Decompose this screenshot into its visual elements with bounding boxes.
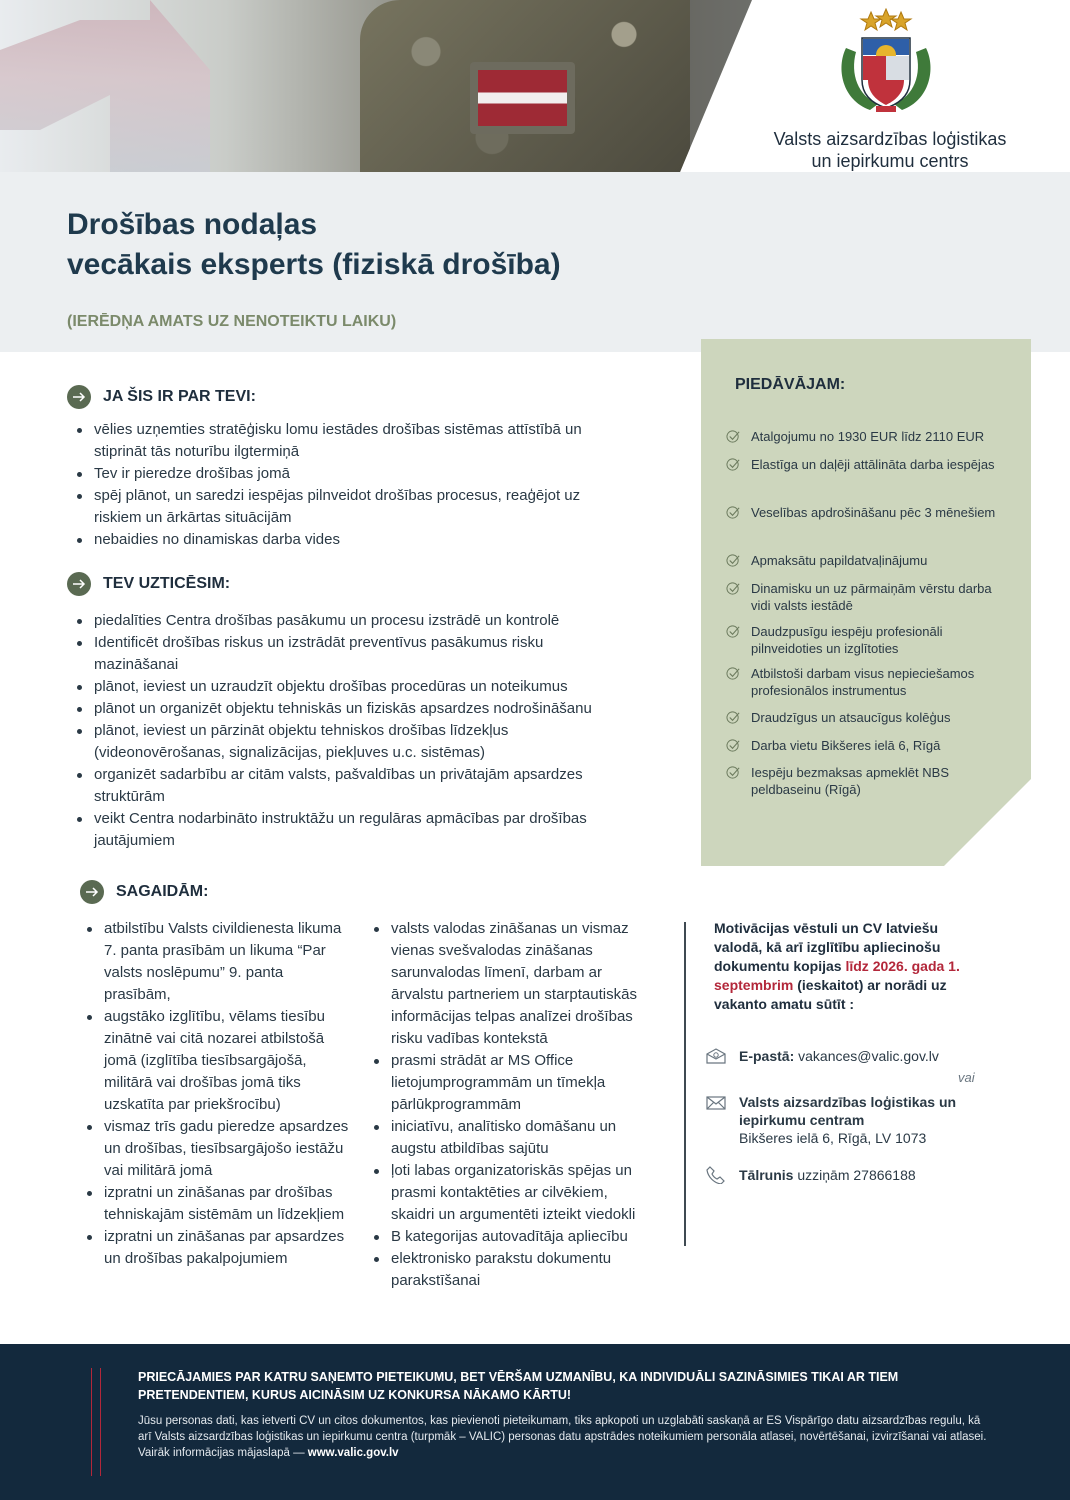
- offer-item: Veselības apdrošināšanu pēc 3 mēnešiem: [726, 504, 1011, 521]
- check-icon: [726, 765, 741, 780]
- offer-item: Draudzīgus un atsaucīgus kolēģus: [726, 709, 1011, 726]
- list-item: iniciatīvu, analītisko domāšanu un augstu atbildības sajūtu: [365, 1116, 650, 1160]
- deadline: līdz 2026. gada 1. septembrim: [714, 958, 960, 993]
- list-item: piedalīties Centra drošības pasākumu un procesu izstrādē un kontrolē: [68, 610, 628, 632]
- offer-item: Elastīga un daļēji attālināta darba iespējas: [726, 456, 1011, 473]
- requirements-list-col2: [365, 918, 650, 1292]
- phone-icon: [705, 1166, 727, 1184]
- offer-item: Apmaksātu papildatvaļinājumu: [726, 552, 1011, 569]
- or-text: vai: [958, 1070, 975, 1085]
- application-instructions: Motivācijas vēstuli un CV latviešu valodā, kā arī izglītību apliecinošu dokumentu kopijas līdz 2026. gada 1. septembrim (ieskaitot) ar norādi uz vakanto amatu sūtīt :: [714, 920, 960, 1012]
- list-item: Tev ir pieredze drošības jomā: [68, 463, 628, 485]
- list-item: plānot un organizēt objektu tehniskās un fiziskās apsardzes nodrošināšanu: [68, 698, 628, 720]
- list-item: vismaz trīs gadu pieredze apsardzes un drošības, tiesībsargājošo iestāžu vai militārā jomā: [78, 1116, 354, 1182]
- offer-item: Daudzpusīgu iespēju profesionāli pilnveidoties un izglītoties: [726, 623, 1011, 657]
- requirements-list-col1: [78, 918, 354, 1270]
- duties-list: [68, 610, 628, 852]
- job-title: Drošības nodaļas vecākais eksperts (fiziskā drošība): [67, 208, 561, 281]
- decorative-shape: [0, 0, 210, 172]
- mail-recipient: Valsts aizsardzības loģistikas un iepirkumu centram: [739, 1094, 957, 1128]
- about-you-heading: JA ŠIS IR PAR TEVI:: [67, 385, 256, 409]
- check-icon: [726, 738, 741, 753]
- check-icon: [726, 581, 741, 596]
- arrow-right-icon: [67, 572, 91, 596]
- check-icon: [726, 666, 741, 681]
- arrow-right-icon: [80, 880, 104, 904]
- phone-link[interactable]: uzziņām 27866188: [793, 1167, 916, 1183]
- list-item: nebaidies no dinamiskas darba vides: [68, 529, 628, 551]
- latvian-flag-patch: [470, 62, 575, 134]
- check-icon: [726, 710, 741, 725]
- list-item: plānot, ieviest un uzraudzīt objektu drošības procedūras un noteikumus: [68, 676, 628, 698]
- contact-divider: [684, 922, 686, 1246]
- email-link[interactable]: vakances@valic.gov.lv: [794, 1048, 939, 1064]
- hero-photo: [0, 0, 752, 172]
- check-icon: [726, 553, 741, 568]
- mail-address: Bikšeres ielā 6, Rīgā, LV 1073: [739, 1130, 927, 1146]
- envelope-icon: [705, 1093, 727, 1111]
- check-icon: [726, 505, 741, 520]
- offer-item: Darba vietu Bikšeres ielā 6, Rīgā: [726, 737, 1011, 754]
- list-item: izpratni un zināšanas par drošības tehniskajām sistēmām un līdzekļiem: [78, 1182, 354, 1226]
- offer-item: Atbilstoši darbam visus nepieciešamos profesionālos instrumentus: [726, 665, 1011, 699]
- list-item: organizēt sadarbību ar citām valsts, pašvaldības un privātajām apsardzes struktūrām: [68, 764, 628, 808]
- footer-accent-line: [91, 1368, 92, 1476]
- list-item: plānot, ieviest un pārzināt objektu tehniskos drošības līdzekļus (videonovērošanas, signalizācijas, piekļuves u.c. sistēmas): [68, 720, 628, 764]
- latvia-coat-of-arms-icon: [832, 8, 940, 118]
- list-item: ļoti labas organizatoriskās spējas un prasmi kontaktēties ar cilvēkiem, skaidri un argumentēti izteikt viedokli: [365, 1160, 650, 1226]
- list-item: vēlies uzņemties stratēģisku lomu iestādes drošības sistēmas attīstībā un stiprināt tās noturību ilgtermiņā: [68, 419, 628, 463]
- list-item: spēj plānot, un saredzi iespējas pilnveidot drošības procesus, reaģējot uz riskiem un ārkārtas situācijām: [68, 485, 628, 529]
- list-item: izpratni un zināšanas par apsardzes un drošības pakalpojumiem: [78, 1226, 354, 1270]
- check-icon: [726, 457, 741, 472]
- check-icon: [726, 624, 741, 639]
- list-item: prasmi strādāt ar MS Office lietojumprogrammām un tīmekļa pārlūkprogrammām: [365, 1050, 650, 1116]
- email-contact: E-pastā: vakances@valic.gov.lv: [705, 1047, 939, 1065]
- list-item: atbilstību Valsts civildienesta likuma 7. panta prasībām un likuma “Par valsts noslēpumu” 9. panta prasībām,: [78, 918, 354, 1006]
- requirements-heading: SAGAIDĀM:: [80, 880, 208, 904]
- list-item: B kategorijas autovadītāja apliecību: [365, 1226, 650, 1248]
- phone-contact: Tālrunis uzziņām 27866188: [705, 1166, 916, 1184]
- email-icon: [705, 1047, 727, 1065]
- organization-name: Valsts aizsardzības loģistikas un iepirkumu centrs: [773, 129, 1007, 171]
- list-item: elektronisko parakstu dokumentu parakstīšanai: [365, 1248, 650, 1292]
- offers-heading: PIEDĀVĀJAM:: [735, 376, 846, 393]
- footer-accent-line: [100, 1368, 101, 1476]
- footer-notice: PRIECĀJAMIES PAR KATRU SAŅEMTO PIETEIKUMU, BET VĒRŠAM UZMANĪBU, KA INDIVIDUĀLI SAZINĀSIMIES TIKAI AR TIEM PRETENDENTIEM, KURUS AICINĀSIM UZ KONKURSA NĀKAMO KĀRTU!: [138, 1370, 899, 1402]
- privacy-notice: Jūsu personas dati, kas ietverti CV un citos dokumentos, kas pievienoti pieteikumam, tiks apkopoti un uzglabāti saskaņā ar ES Vispārīgo datu aizsardzības regulu, kā arī Valsts aizsardzības loģistikas un iepirkumu centra (turpmāk – VALIC) personas datu apstrādes noteikumiem personāla atlasei, novērtēšanai, izvirzīšanai vai atlasei. Vairāk informācijas mājaslapā — www.valic.gov.lv: [138, 1415, 987, 1459]
- website-link[interactable]: www.valic.gov.lv: [307, 1447, 399, 1459]
- list-item: augstāko izglītību, vēlams tiesību zinātnē vai citā nozarei atbilstošā jomā (izglītība tiesībsargājošā, militārā vai drošības jomā tiks uzskatīta par priekšrocību): [78, 1006, 354, 1116]
- list-item: Identificēt drošības riskus un izstrādāt preventīvus pasākumus risku mazināšanai: [68, 632, 628, 676]
- duties-heading: TEV UZTICĒSIM:: [67, 572, 230, 596]
- mail-contact: [705, 1093, 995, 1147]
- about-you-list: [68, 419, 628, 551]
- offer-item: Iespēju bezmaksas apmeklēt NBS peldbaseinu (Rīgā): [726, 764, 1011, 798]
- position-type: (IERĒDŅA AMATS UZ NENOTEIKTU LAIKU): [67, 313, 397, 330]
- offer-item: Dinamisku un uz pārmaiņām vērstu darba vidi valsts iestādē: [726, 580, 1011, 614]
- list-item: veikt Centra nodarbināto instruktāžu un regulāras apmācības par drošības jautājumiem: [68, 808, 628, 852]
- list-item: valsts valodas zināšanas un vismaz vienas svešvalodas zināšanas sarunvalodas līmenī, darbam ar ārvalstu partneriem un starptautiskās informācijas telpas analīzei drošības risku vadības kontekstā: [365, 918, 650, 1050]
- offer-item: Atalgojumu no 1930 EUR līdz 2110 EUR: [726, 428, 1011, 445]
- check-icon: [726, 429, 741, 444]
- arrow-right-icon: [67, 385, 91, 409]
